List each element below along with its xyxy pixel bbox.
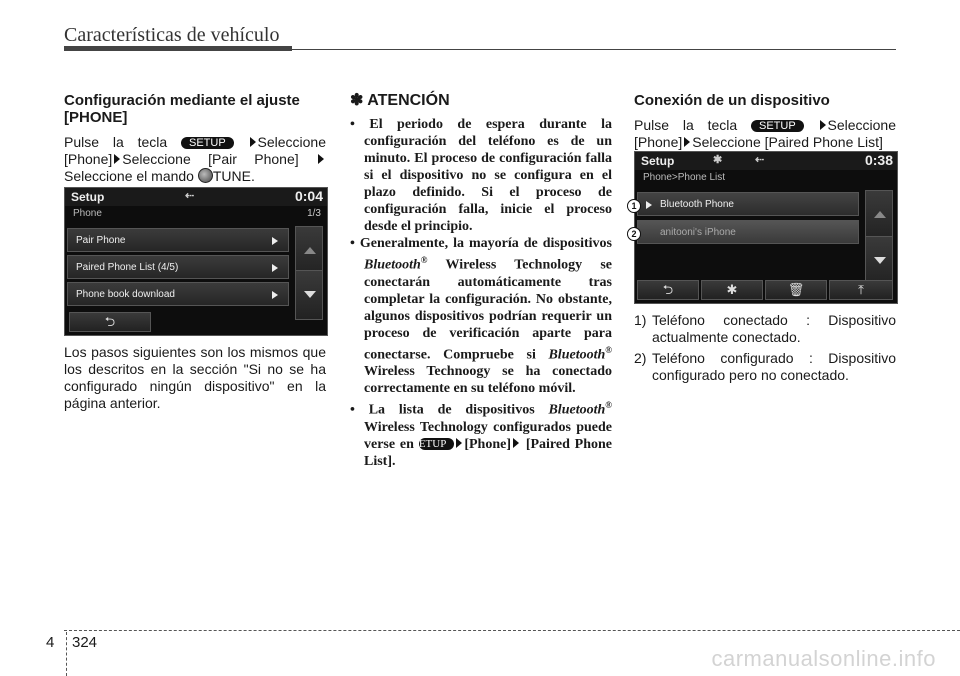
scroll-down-button[interactable] <box>295 270 323 320</box>
menu-item-paired-phone-list[interactable]: Paired Phone List (4/5) <box>67 255 289 279</box>
arrow-right-icon <box>513 438 519 448</box>
screen-clock: 0:38 <box>864 152 893 168</box>
callout-2: 2 <box>627 227 641 241</box>
footer-divider <box>66 632 67 676</box>
phone-list-screenshot <box>634 151 898 304</box>
note-paragraph: Los pasos siguientes son los mismos que los descritos en la sección "Si no se ha configurado ningún dispositivo" en la página anterior. <box>64 344 326 411</box>
arrow-right-icon <box>318 154 324 164</box>
back-button[interactable]: ⮌ <box>637 280 699 300</box>
column-phone-setup-continued <box>64 344 326 412</box>
phone-list-item-paired[interactable]: anitooni's iPhone <box>637 220 859 244</box>
setup-key-icon: SETUP <box>181 137 234 149</box>
attention-bullet-2: • Generalmente, la mayoría de dispositivos Bluetooth® Wireless Technology se conectarán automáticamente tras completar la configuración. No obstante, algunos dispositivos podrían requerir un proceso de verificación aparte para conectarse. Compruebe si Bluetooth® Wireless Technoogy se ha conectado correctamente en su teléfono móvil. <box>350 236 612 397</box>
footer-rule <box>64 630 960 631</box>
arrow-right-icon <box>456 438 462 448</box>
scroll-down-button[interactable] <box>865 236 893 286</box>
attention-bullet-1: • El periodo de espera durante la configuración del teléfono es de un minuto. El proceso de configuración falla si el dispositivo no se configura en el plazo definido. Si el proceso de configuración falla, inicie el proceso desde el principio. <box>350 117 612 234</box>
instruction-paragraph: Pulse la tecla SETUP Seleccione [Phone] Seleccione [Pair Phone] Seleccione el mando TUNE. <box>64 134 326 184</box>
attention-bullet-3: • La lista de dispositivos Bluetooth® Wireless Technology configurados puede verse en SETUP [Phone] [Paired Phone List]. <box>350 400 613 469</box>
column-device-connection <box>634 92 896 151</box>
legend-item: 2) Teléfono configurado : Dispositivo configurado pero no conectado. <box>634 350 896 383</box>
setup-phone-screenshot <box>64 187 328 336</box>
chapter-number: 4 <box>46 634 55 651</box>
tune-knob-icon <box>198 168 213 183</box>
menu-item-pair-phone[interactable]: Pair Phone <box>67 228 289 252</box>
usb-icon: ⇠ <box>185 190 195 202</box>
column-phone-setup <box>64 92 326 185</box>
screen-status-bar <box>65 188 327 206</box>
attention-title: ✽ ATENCIÓN <box>350 92 450 109</box>
screen-clock: 0:04 <box>294 188 323 204</box>
chevron-right-icon <box>272 237 278 245</box>
chevron-right-icon <box>272 264 278 272</box>
section-heading: Configuración mediante el ajuste [PHONE] <box>64 92 300 126</box>
setup-key-icon: SETUP <box>751 120 804 132</box>
back-button[interactable]: ⮌ <box>69 312 151 332</box>
header-rule-thin <box>292 49 896 50</box>
bluetooth-button[interactable]: ✱ <box>701 280 763 300</box>
play-indicator-icon <box>646 201 652 209</box>
screen-title: Setup <box>641 154 675 168</box>
legend-item: 1) Teléfono conectado : Dispositivo actualmente conectado. <box>634 312 896 345</box>
screen-subtitle: Phone 1/3 <box>65 206 327 222</box>
menu-item-phone-book-download[interactable]: Phone book download <box>67 282 289 306</box>
screen-status-bar <box>635 152 897 170</box>
arrow-right-icon <box>250 137 256 147</box>
delete-button[interactable]: 🗑 <box>765 280 827 300</box>
usb-icon: ⇠ <box>755 154 765 166</box>
page-number: 324 <box>72 634 98 651</box>
phone-list-item-connected[interactable]: Bluetooth Phone <box>637 192 859 216</box>
watermark: carmanualsonline.info <box>711 646 936 671</box>
chevron-right-icon <box>272 291 278 299</box>
page-indicator: 1/3 <box>307 208 321 219</box>
scroll-up-button[interactable] <box>865 190 893 240</box>
bluetooth-icon: ✱ <box>713 154 723 166</box>
arrow-right-icon <box>114 154 120 164</box>
header-rule-thick <box>64 46 292 51</box>
callout-legend <box>634 312 896 388</box>
screen-title: Setup <box>71 190 105 204</box>
callout-1: 1 <box>627 199 641 213</box>
setup-key-icon: SETUP <box>419 438 455 450</box>
move-to-top-button[interactable]: ⤒ <box>829 280 893 300</box>
screen-breadcrumb: Phone>Phone List <box>643 172 726 183</box>
arrow-right-icon <box>820 120 826 130</box>
section-heading: Conexión de un dispositivo <box>634 92 830 109</box>
scroll-up-button[interactable] <box>295 226 323 276</box>
running-header: Características de vehículo <box>64 24 280 46</box>
arrow-right-icon <box>684 137 690 147</box>
instruction-paragraph: Pulse la tecla SETUP Seleccione [Phone] Seleccione [Paired Phone List] <box>634 117 896 150</box>
column-attention <box>350 92 612 470</box>
